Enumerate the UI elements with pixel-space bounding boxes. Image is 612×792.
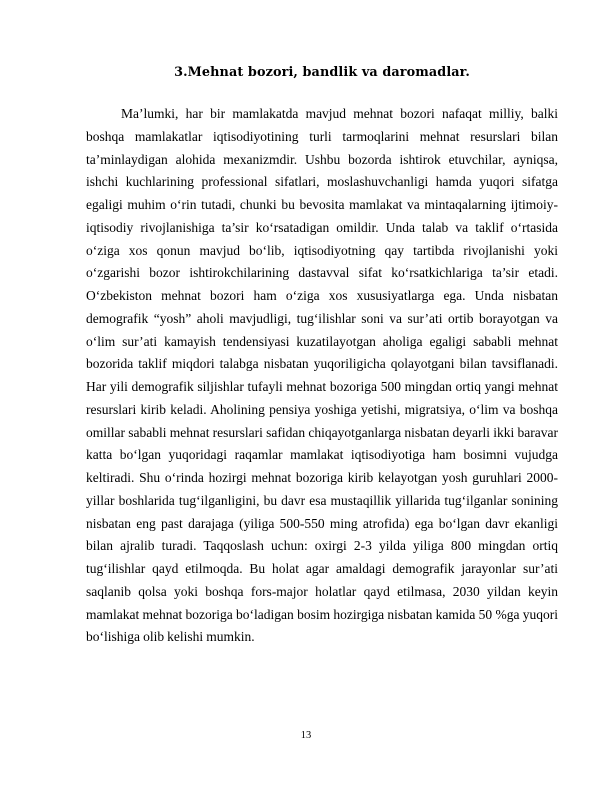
page-number: 13 bbox=[300, 730, 312, 741]
section-heading: 3.Mehnat bozori, bandlik va daromadlar. bbox=[174, 65, 470, 80]
body-paragraph: Ma’lumki, har bir mamlakatda mavjud mehnat bozori nafaqat milliy, balki boshqa mamlakatlar iqtisodiyotining turli tarmoqlarini mehnat resurslari bilan ta’minlaydigan alohida mexanizmdir. Ushbu bozorda ishtirok etuvchilar, ayniqsa, ishchi kuchlarining professional sifatlari, moslashuvchanligi hamda yuqori sifatga egaligi muhim o‘rin tutadi, chunki bu bevosita mamlakat va mintaqalarning ijtimoiy-iqtisodiy rivojlanishiga ta’sir ko‘rsatadigan omildir. Unda talab va taklif o‘rtasida o‘ziga xos qonun mavjud bo‘lib, iqtisodiyotning qay tartibda rivojlanishi yoki o‘zgarishi bozor ishtirokchilarining dastavval sifat ko‘rsatkichlariga ta’sir etadi. O‘zbekiston mehnat bozori ham o‘ziga xos xususiyatlarga ega. Unda nisbatan demografik “yosh” aholi mavjudligi, tug‘ilishlar soni va sur’ati ortib borayotgan va o‘lim sur’ati kamayish tendensiyasi kuzatilayotgan aholiga egaligi sababli mehnat bozorida taklif miqdori talabga nisbatan yuqoriligicha qolayotgani bilan tavsiflanadi. Har yili demografik siljishlar tufayli mehnat bozoriga 500 mingdan ortiq yangi mehnat resurslari kirib keladi. Aholining pensiya yoshiga yetishi, migratsiya, o‘lim va boshqa omillar sababli mehnat resurslari safidan chiqayotganlarga nisbatan deyarli ikki baravar katta bo‘lgan yuqoridagi raqamlar mamlakat iqtisodiyotiga ham bosimni vujudga keltiradi. Shu o‘rinda hozirgi mehnat bozoriga kirib kelayotgan yosh guruhlari 2000-yillar boshlarida tug‘ilganligini, bu davr esa mustaqillik yillarida tug‘ilganlar sonining nisbatan eng past darajaga (yiliga 500-550 ming atrofida) ega bo‘lgan davr ekanligi bilan ajralib turadi. Taqqoslash uchun: oxirgi 2-3 yilda yiliga 800 mingdan ortiq tug‘ilishlar qayd etilmoqda. Bu holat agar amaldagi demografik jarayonlar sur’ati saqlanib qolsa yoki boshqa fors-major holatlar qayd etilmasa, 2030 yildan keyin mamlakat mehnat bozoriga bo‘ladigan bosim hozirgiga nisbatan kamida 50 %ga yuqori bo‘lishiga olib kelishi mumkin. bbox=[86, 106, 558, 645]
